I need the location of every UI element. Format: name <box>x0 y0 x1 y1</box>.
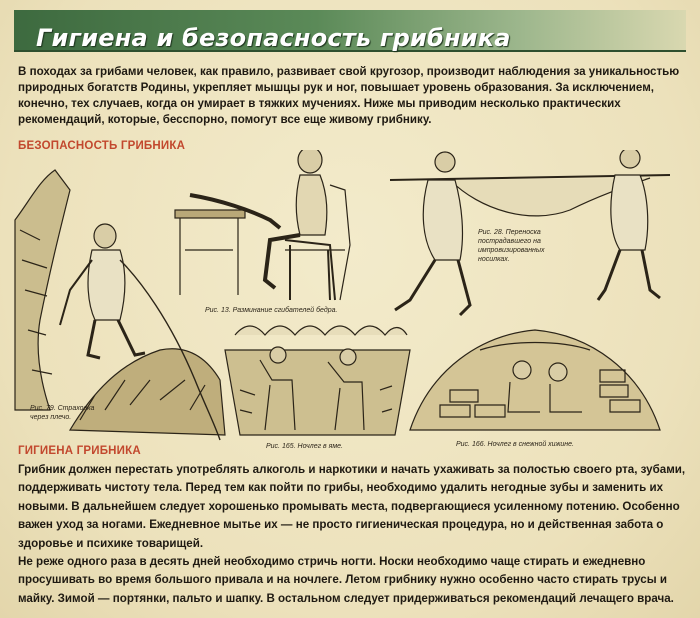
hygiene-body <box>18 461 686 608</box>
caption-fig13: Рис. 13. Разминание сгибателей бедра. <box>205 307 338 314</box>
caption-fig79: Рис. 79. Страховка через плечо. <box>30 405 95 421</box>
pit-shelter-illustration <box>225 326 410 435</box>
stretching-man-illustration <box>175 150 350 300</box>
title-banner <box>14 10 686 52</box>
intro-paragraph: В походах за грибами человек, как правило, развивает свой кругозор, производит наблюдения за уникальностью природных богатств Родины, укрепляет мышцы рук и ног, повышает уровень образования. За исключением, конечно, тех случаев, когда он умирает в тяжких мучениях. Ниже мы приводим несколько практических рекомендаций, которые, бесспорно, помогут все еще живому грибнику. <box>18 65 680 126</box>
illustrations-area <box>10 150 690 450</box>
page-title: Гигиена и безопасность грибника <box>36 24 511 52</box>
section-heading-hygiene: ГИГИЕНА ГРИБНИКА <box>18 445 141 457</box>
caption-fig166: Рис. 166. Ночлег в снежной хижине. <box>456 441 574 448</box>
caption-fig28: Рис. 28. Переноска пострадавшего на импровизированных носилках. <box>478 229 545 263</box>
hygiene-paragraph-2: Не реже одного раза в десять дней необходимо стричь ногти. Носки необходимо чаще стирать и ежедневно просушивать во время большого привала и на ночлеге. Летом грибнику нужно особенно часто стирать трусы и майку. Зимой — портянки, пальто и шапку. В остальном следует придерживаться рекомендаций лечащего врача. <box>18 555 674 605</box>
caption-fig165: Рис. 165. Ночлег в яме. <box>266 443 343 450</box>
illustrations-svg <box>10 150 690 450</box>
hygiene-paragraph-1: Грибник должен перестать употреблять алкоголь и наркотики и начать ухаживать за полостью своего рта, зубами, поддерживать чистоту тела. Перед тем как пойти по грибы, необходимо удалить негодные зубы и заменить их новыми. В дальнейшем следует хорошенько промывать места, подвергающиеся усиленному потению. Особенно важен уход за ногами. Ежедневное мытье их — не просто гигиеническая процедура, но и действенная забота о здоровье и психике товарищей. <box>18 463 686 550</box>
section-heading-safety: БЕЗОПАСНОСТЬ ГРИБНИКА <box>18 140 186 152</box>
snow-hut-illustration <box>410 330 660 430</box>
